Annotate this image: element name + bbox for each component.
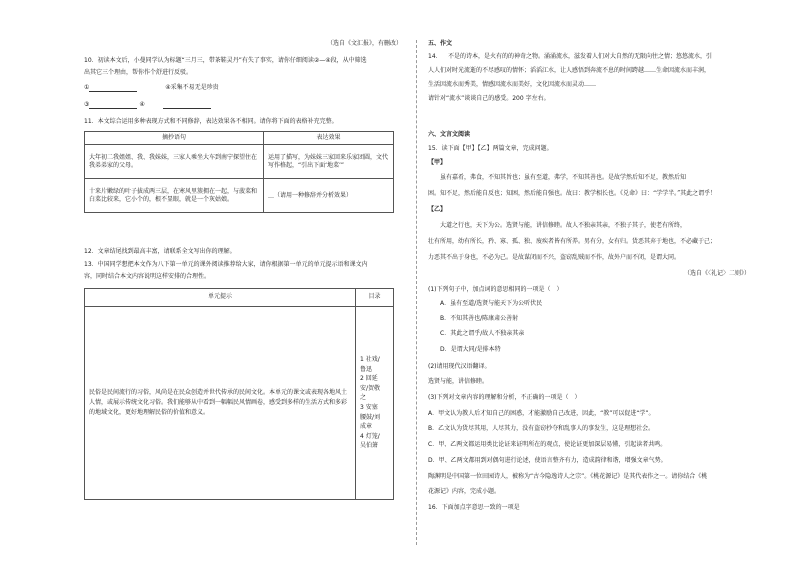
extra-line: 陶渊明是中国第一位田园诗人，被称为“古今隐逸诗人之宗”。《桃花源记》是其代表作之一。请你结合《桃: [428, 473, 708, 480]
q10-blank1-num: ①: [84, 84, 90, 91]
q11-col-effect: 表达效果: [264, 132, 394, 145]
yi-line: 壮有所用，幼有所长，矜、寡、孤、独、废疾者皆有所养。男有分，女有归。货恶其弃于地也，不必藏于己；: [428, 238, 717, 245]
q11-row1-quote: 大年初二我姐姐、我、我妹妹，三家人乘坐大车到南宁探望住在我弟弟家的父母。: [85, 145, 264, 179]
sub1-option-d[interactable]: D．是谓大同/是排本特: [440, 346, 501, 353]
toc-line: 成章: [360, 423, 373, 431]
toc-line: 安/贺敬: [360, 384, 381, 392]
q14-num: 14．: [428, 53, 442, 60]
jia-label: 【甲】: [428, 159, 447, 166]
yi-line: 力恶其不出于身也，不必为己。是故谋闭而不兴，盗窃乱贼而不作，故外户而不闭，是谓大同。: [428, 254, 681, 261]
q14-line: 人人们对时光流逝的不尽感叹的情怀；滔滔江水，让人感悟到奔流不息的时间跨越……生命因流水而丰润，: [428, 67, 711, 74]
q14-line: 生活因流水而秀美，情感因流水而美好，文化因流水而灵动……: [428, 81, 597, 88]
sub2-text: 选贤与能，讲信修睦。: [428, 378, 489, 385]
q10-answer-row1: [84, 84, 219, 92]
q11-table: [84, 131, 394, 213]
toc-line: 2 回延: [360, 375, 378, 383]
q10-blank4[interactable]: [163, 102, 211, 109]
q15-intro: 15．读下面【甲】【乙】两篇文章，完成问题。: [428, 145, 553, 152]
q13-hint-text: 民俗是民间流行的习俗，风尚是在民众创造并世代传承的民间文化。本单元的课文或表现各地风土人情，或展示传统文化习俗。我们能够从中看到一幅幅民风情画卷，感受到多样的生活方式和多彩的地域文化，更好地理解民俗的价值和意义。: [85, 307, 356, 500]
toc-line: 3 安塞: [360, 404, 378, 411]
section5-heading: 五、作文: [428, 40, 453, 47]
toc-line: 之: [360, 394, 367, 402]
toc-line: 吴伯箫: [360, 442, 379, 450]
q10-blank1[interactable]: [89, 85, 137, 92]
toc-line: 1 社戏/: [360, 356, 380, 364]
q12: 12．文章结尾找到最高丰富，请联系全文写出你的理解。: [84, 248, 236, 255]
sub3-option-a[interactable]: A．甲文认为教人后才知自己的困惑，才能激励自己改进，因此，“教”可以促进“学”。: [428, 410, 655, 417]
q10-answer-row2: ③ ④: [84, 101, 211, 109]
column-divider: [416, 40, 417, 545]
sub3-option-d[interactable]: D．甲、乙两文都用到对偶句进行论述，使语言整齐有力，造成韵律和谐，增强文章气势。: [428, 457, 667, 464]
source-citation: （选自《文汇报》，有删改）: [327, 40, 403, 47]
q13-line1: 13．中国同学想把本文作为八下第一单元的课外阅读推荐给大家，请你根据第一单元的单元提示语和课文内: [84, 261, 368, 268]
q13-col-toc: 目录: [356, 289, 394, 307]
toc-line: 腰鼓/刘: [360, 413, 381, 421]
yi-source: （选自《〈礼记〉二则》）: [684, 270, 751, 277]
q13-line2: 容，同时结合本文内容说明这样安排的合理性。: [84, 273, 211, 280]
toc-line: 4 灯笼/: [360, 432, 380, 440]
q14-line: 请针对“流水”谈谈自己的感受。200 字左右。: [428, 95, 550, 102]
sub3-question: (3)下列对文章内容的理解和分析，不正确的一项是（ ）: [428, 394, 581, 401]
q10-blank3-num: ③: [84, 101, 90, 108]
q13-toc: [356, 307, 394, 500]
extra-line: 花源记》内容，完成小题。: [428, 488, 501, 495]
sub2-question: (2)请用现代汉语翻译。: [428, 363, 491, 370]
q10-line2: 出其它三个理由，帮你作个舒进行反驳。: [84, 69, 193, 76]
q10-opt2: ④采集不易无是珍贵: [165, 84, 219, 91]
q10-blank3[interactable]: [89, 102, 137, 109]
sub1-question: (1)下列句子中，加点词的意思相同的一项是（ ）: [428, 286, 563, 293]
section6-heading: 六、文言文阅读: [428, 131, 471, 138]
q13-table: [84, 288, 394, 500]
sub3-option-c[interactable]: C．甲、乙两文都运用类比论证来证明所在的观点，使论证更加深层易懂，引起读者共鸣。: [428, 441, 667, 448]
jia-line: 虽有嘉肴，弗食，不知其旨也；虽有至道，弗学，不知其善也。是故学然后知不足，教然后知: [440, 174, 687, 181]
sub1-option-a[interactable]: A．虽有至道/选贤与能天下为公听伏民: [440, 300, 543, 307]
q11-col-quote: 摘抄语句: [85, 132, 264, 145]
yi-line: 大道之行也，天下为公。选贤与能，讲信修睦。故人不独亲其亲，不独子其子，使老有所终，: [440, 222, 687, 229]
sub1-option-b[interactable]: B．不知其善也/陈康肃公善射: [440, 315, 519, 322]
jia-line: 困。知不足，然后能自反也；知困，然后能自强也。故曰：教学相长也。《兑命》曰：“学学半。”其此之谓乎！: [428, 190, 717, 197]
q16: 16．下面加点字意思一致的一项是: [428, 504, 520, 511]
q11-row2-effect[interactable]: ＿（请用一种修辞并分析效果）: [264, 179, 394, 213]
yi-label: 【乙】: [428, 206, 447, 213]
sub3-option-b[interactable]: B．乙文认为货尽其用，人尽其力，没有盗窃抄夺和乱事人的事发生，这是理想社会。: [428, 425, 655, 432]
q10-line1: 10．初读本文后，小曼同学认为标题“三月三，带茶鞋灵丹”有失了事实，请你仔细阅读②—④段，从中筛选: [84, 57, 367, 64]
q11-row2-quote: 十来片嫩绿的叶子拔成两三层，在寒风里簇拥在一起，与菠菜和白菜比较来，它小个的，根不显眼，就是一个灰姑娘。: [85, 179, 264, 213]
q11-intro: 11．本文综合运用多种表现方式和不同修辞，表达效果各不相同。请你将下面的表格补充完整。: [84, 118, 338, 125]
q13-col-hint: 单元提示: [85, 289, 356, 307]
toc-line: 鲁迅: [360, 365, 373, 373]
q11-row1-effect: 运用了描写，为妹妹三家回来乐家团圆，文代写作格起，“引出下面‘地菜’”: [264, 145, 394, 179]
q14-line: 不是的诗本，是火有的的神奇之物。涌涌流水，滋发着人们对大自然的无限向往之情；悠悠流水，引: [448, 53, 713, 60]
sub1-option-c[interactable]: C．其此之谓乎/故人不独亲其亲: [440, 330, 525, 337]
